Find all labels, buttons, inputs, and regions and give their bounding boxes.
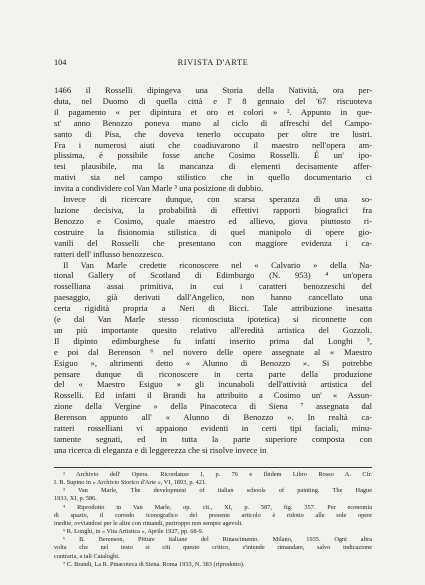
footnote-separator	[54, 467, 372, 468]
text-line: st' anno Benozzo poneva mano al ciclo di affreschi del Campo-	[54, 117, 372, 128]
text-line: Rosselli. Ed infatti il Brandi ha attribuito a Cosimo un' « Assun-	[54, 390, 372, 401]
footnotes	[54, 471, 372, 569]
text-line: un più importante quesito relativo all'eredità artistica del Gozzoli.	[54, 324, 372, 335]
text-line: rosselliana assai primitiva, in cui i caratteri benozzeschi del	[54, 281, 372, 292]
text-line: zione della Vergine » della Pinacoteca di Siena ⁷ assegnata dal	[54, 401, 372, 412]
text-line: pensare dunque di riconoscere in certa parte della produzione	[54, 368, 372, 379]
text-line: del « Maestro Esiguo » gli incunaboli dell'attività artistica del	[54, 379, 372, 390]
text-line: costruire la fisionomia stilistica di quel manipolo di opere gio-	[54, 226, 372, 237]
page-header	[54, 57, 372, 69]
text-line: Esiguo », altrimenti detto « Alunno di Benozzo ». Si potrebbe	[54, 357, 372, 368]
text-line: certa rigidità propria a Neri di Bicci. Tale attribuzione inesatta	[54, 303, 372, 314]
footnote-line: ⁶ B. Berenson, Pitture italiane del Rinascimento. Milano, 1935. Ogni altra	[63, 536, 372, 544]
footnote-line: di spazio, il corredo iconografico del presente articolo è ridotto alle sole opere	[54, 511, 372, 519]
text-line: Berenson appunto all' « Alunno di Benozzo ». In realtà ca-	[54, 412, 372, 423]
text-line: ratteri dell' influsso benozzesco.	[54, 248, 164, 259]
text-line: vanili del Rosselli che presentano con maggiore evidenza i ca-	[54, 237, 372, 248]
text-line: Invece di ricercare dunque, con scarsa speranza di una so-	[63, 194, 372, 205]
text-line: Il dipinto edimburghese fu infatti inserito prima dal Longhi ⁵,	[54, 335, 372, 346]
text-line: mativi sia nel campo stilistico che in quello documentario ci	[54, 172, 372, 183]
footnote-line: ³ Van Marle, The development of italian schools of painting. The Hague	[63, 487, 372, 495]
footnote-line: ² Archivio dell' Opera. Ricordanze I, p. 76 e Ibidem Libro Rosso A. Cfr.	[63, 471, 372, 478]
text-line: Fra i numerosi aiuti che coadiuvarono il maestro nell'opera am-	[54, 139, 372, 150]
text-line: santo di Pisa, che doveva tenerlo occupato per oltre tre lustri.	[54, 128, 372, 139]
main-text	[54, 85, 372, 456]
footnote-line: ⁵ R. Longhi, in « Vita Artistica », Aprile 1927, pp. 68-9.	[63, 528, 204, 536]
text-line: tional Gallery of Scotland di Edimburgo (N. 953) ⁴ un'opera	[54, 270, 372, 281]
footnote-line: contraria, a tali Cataloghi.	[54, 552, 120, 560]
footnote-line: 1933, XI, p. 586.	[54, 495, 97, 503]
text-line: duta, nel Duomo di quella città e l' 8 gennaio del '67 riscuoteva	[54, 95, 372, 106]
running-title: RIVISTA D'ARTE	[177, 58, 249, 67]
footnote-line: ⁴ Riprodotto in Van Marle, op. cit., XI, p. 587, fig. 357. Per economia	[63, 503, 372, 511]
page-number: 104	[54, 58, 67, 67]
footnote-line: I. B. Supino in « Archivio Storico d'Arte », VI, 1893, p. 421.	[54, 479, 207, 487]
text-line: il pagamento « per dipintura et oro et colori » ². Appunto in que-	[54, 106, 372, 117]
footnote-line: inedite, ovviandosi per le altre con rimandi, purtroppo non sempre agevoli.	[54, 519, 243, 527]
text-line: tamente segnati, ed in tutta la parte superiore composta con	[54, 434, 372, 444]
text-line: e poi dal Berenson ⁶ nel novero delle opere assegnate al « Maestro	[54, 346, 372, 357]
text-line: invita a condividere col Van Marle ³ una posizione di dubbio.	[54, 183, 264, 194]
text-line: 1466 il Rosselli dipingeva una Storia della Natività, ora per-	[54, 85, 372, 95]
text-line: luzione decisiva, la probabilità di effettivi rapporti biografici fra	[54, 204, 372, 215]
footnote-line: ⁷ C. Brandi, La R. Pinacoteca di Siena. Roma 1933, N. 383 (riprodotto).	[63, 560, 245, 568]
text-line: (e dal Van Marle stesso riconosciuta ipotetica) si riconnette con	[54, 314, 372, 325]
text-line: una ricerca di eleganza e di leggerezza che si risolve invece in	[54, 444, 267, 455]
text-line: tesi plausibile, ma la mancanza di elementi decisamente affer-	[54, 161, 372, 172]
text-line: plissima, è possibile fosse anche Cosimo Rosselli. È un' ipo-	[54, 150, 372, 161]
text-line: ratteri rosselliani vi appaiono evidenti in certi tipi faciali, minu-	[54, 423, 372, 434]
text-line: Il Van Marle credette riconoscere nel « Calvario » della Na-	[63, 259, 372, 270]
text-line: Benozzo e Cosimo, quale maestro ed allievo, giova piuttosto ri-	[54, 215, 372, 226]
text-line: paesaggio, già derivati dall'Angelico, non hanno cancellato una	[54, 292, 372, 303]
footnote-line: volta che nel testo si citi questo critico, s'intende rimandare, salvo indicazione	[54, 544, 372, 552]
